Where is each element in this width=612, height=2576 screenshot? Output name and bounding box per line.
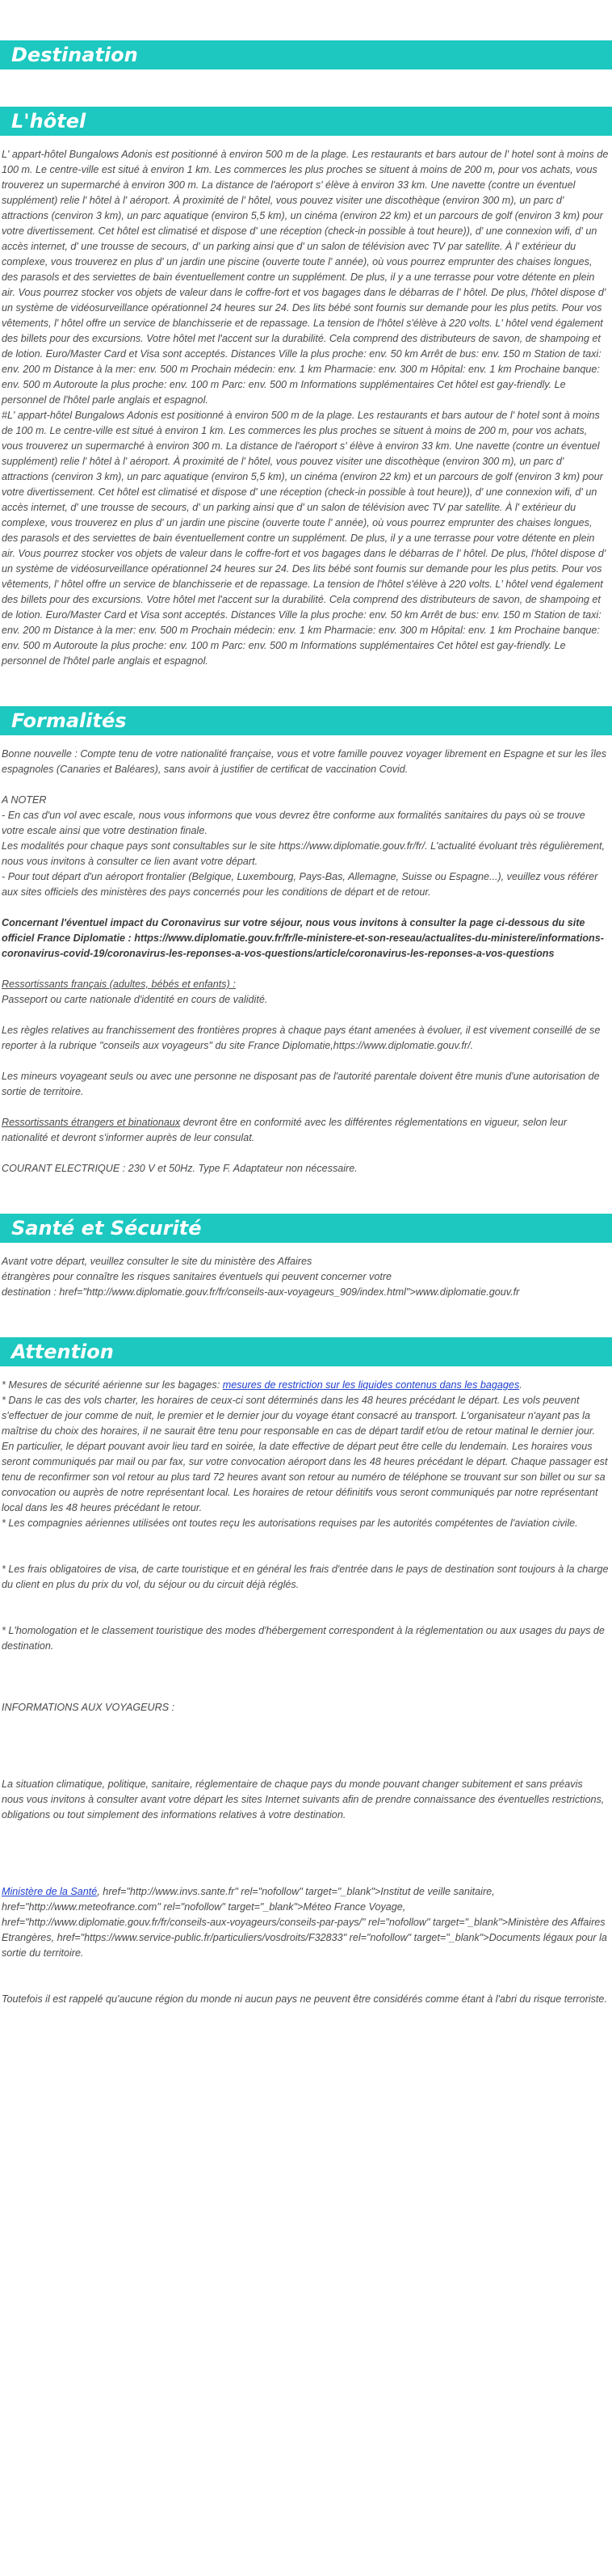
foreign-nationals-heading: Ressortissants étrangers et binationaux — [2, 1117, 181, 1128]
section-formalites — [0, 706, 612, 1176]
spacer — [0, 1100, 612, 1115]
spacer — [0, 1961, 612, 1976]
section-destination — [0, 40, 612, 69]
covid-notice: Concernant l'éventuel impact du Coronavirus sur votre séjour, nous vous invitons à consulter la page ci-dessous du site officiel France Diplomatie : https://www.diplomatie.gouv.fr/fr/le-ministere-et-son-reseau/actualites-du-ministere/informations-coronavirus-covid-19/coronavirus-les-reponses-a-vos-questions/article/coronavirus-les-reponses-a-vos-questions — [2, 917, 604, 959]
spacer — [0, 1146, 612, 1161]
hotel-header: L'hôtel — [0, 107, 612, 136]
sante-line-3: destination : href="http://www.diplomatie.gouv.fr/fr/conseils-aux-voyageurs_909/index.html">www.diplomatie.gouv.fr — [2, 1286, 520, 1298]
note-title: A NOTER — [2, 794, 47, 806]
spacer — [0, 1654, 612, 1669]
health-ministry-link[interactable]: Ministère de la Santé — [2, 1886, 98, 1897]
hotel-description: L' appart-hôtel Bungalows Adonis est positionné à environ 500 m de la plage. Les restaurants et bars autour de l' hotel sont à moins de 100 m. Le centre-ville est situé à environ 1 km. Les commerces les plus proches se situent à moins de 200 m, pour vos achats, vous trouverez un supermarché à environ 300 m. La distance de l'aéroport s' élève à environ 33 km. Une navette (contre un éventuel supplément) relie l' hôtel à l' aéroport. À proximité de l' hôtel, vous pouvez visiter une discothèque (environ 300 m), un parc d' attractions (cenviron 3 km), un parc aquatique (environ 5,5 km), un cinéma (environ 22 km) et un parcours de golf (environ 3 km) pour votre divertissement. Cet hôtel est climatisé et dispose d' une réception (check-in possible à tout heure)), d' une connexion wifi, d' un accès internet, d' une trousse de secours, d' un parking ainsi que d' un salon de télévision avec TV par satellite. À l' extérieur du complexe, vous trouverez en plus d' un jardin une piscine (ouverte toute l' année), où vous pourrez emprunter des chaises longues, des parasols et des serviettes de bain éventuellement contre un supplément. De plus, il y a une terrasse pour votre détente en plein air. Vous pourrez stocker vos objets de valeur dans le coffre-fort et vos bagages dans le débarras de l' hôtel. De plus, l'hôtel dispose d' un système de vidéosurveillance opérationnel 24 heures sur 24. Des lits bébé sont fournis sur demande pour les plus petits. Pour vos vêtements, l' hôtel offre un service de blanchisserie et de repassage. La tension de l'hôtel s'élève à 220 volts. L' hôtel vend également des billets pour des excursions. Votre hôtel met l'accent sur la durabilité. Cela comprend des distributeurs de savon, de shampoing et de lotion. Euro/Master Card et Visa sont acceptés. Distances Ville la plus proche: env. 50 km Arrêt de bus: env. 150 m Station de taxi: env. 200 m Distance à la mer: env. 500 m Prochain médecin: env. 1 km Pharmacie: env. 300 m Hôpital: env. 1 km Prochaine banque: env. 500 m Autoroute la plus proche: env. 100 m Parc: env. 500 m Informations supplémentaires Cet hôtel est gay-friendly. Le personnel de l'hôtel parle anglais et espagnol. — [2, 149, 609, 406]
section-sante — [0, 1214, 612, 1300]
border-rules-text: Les règles relatives au franchissement des frontières propres à chaque pays étant amenées à évoluer, il est vivement conseillé de se reporter à la rubrique "conseils aux voyageurs" du site France Diplomatie,https://www.diplomatie.gouv.fr/. — [2, 1025, 601, 1051]
baggage-security-suffix: . — [519, 1379, 522, 1391]
spacer — [0, 1531, 612, 1547]
note-line-1: - En cas d'un vol avec escale, nous vous informons que vous devrez être conforme aux formalités sanitaires du pays où se trouve votre escale ainsi que votre destination finale. — [2, 810, 585, 836]
spacer — [0, 962, 612, 977]
french-nationals-heading: Ressortissants français (adultes, bébés et enfants) : — [2, 979, 236, 990]
spacer — [0, 1685, 612, 1700]
spacer — [0, 1008, 612, 1023]
liquids-restriction-link[interactable]: mesures de restriction sur les liquides contenus dans les bagages — [222, 1379, 520, 1391]
spacer — [0, 900, 612, 915]
spacer — [0, 1854, 612, 1869]
foreign-nationals — [0, 1115, 612, 1146]
spacer — [0, 1715, 612, 1731]
spacer — [0, 1762, 612, 1777]
homologation: * L'homologation et le classement touristique des modes d'hébergement correspondent à la réglementation ou aux usages du pays de destination. — [2, 1625, 605, 1652]
foreign-nationals-text: devront être en conformité avec les différentes réglementations en vigueur, selon leur nationalité et devront s'informer auprès de leur consulat. — [2, 1117, 568, 1143]
note-line-2: Les modalités pour chaque pays sont consultables sur le site https://www.diplomatie.gouv.fr/fr/. L'actualité évoluant très régulièrement, nous vous invitons à consulter ce lien avant votre départ. — [2, 840, 605, 867]
spacer — [0, 777, 612, 793]
spacer — [0, 1547, 612, 1562]
baggage-security-prefix: * Mesures de sécurité aérienne sur les bagages: — [2, 1379, 223, 1391]
useful-links — [0, 1884, 612, 1961]
destination-header: Destination — [0, 40, 612, 69]
hotel-description-repeat: #L' appart-hôtel Bungalows Adonis est positionné à environ 500 m de la plage. Les restaurants et bars autour de l' hotel sont à moins de 100 m. Le centre-ville est situé à environ 1 km. Les commerces les plus proches se situent à moins de 200 m, pour vos achats, vous trouverez un supermarché à environ 300 m. La distance de l'aéroport s' élève à environ 33 km. Une navette (contre un éventuel supplément) relie l' hôtel à l' aéroport. À proximité de l' hôtel, vous pouvez visiter une discothèque (environ 300 m), un parc d' attractions (cenviron 3 km), un parc aquatique (environ 5,5 km), un cinéma (environ 22 km) et un parcours de golf (environ 3 km) pour votre divertissement. Cet hôtel est climatisé et dispose d' une réception (check-in possible à tout heure)), d' une connexion wifi, d' un accès internet, d' une trousse de secours, d' un parking ainsi que d' un salon de télévision avec TV par satellite. À l' extérieur du complexe, vous trouverez en plus d' un jardin une piscine (ouverte toute l' année), où vous pourrez emprunter des chaises longues, des parasols et des serviettes de bain éventuellement contre un supplément. De plus, il y a une terrasse pour votre détente en plein air. Vous pourrez stocker vos objets de valeur dans le coffre-fort et vos bagages dans le débarras de l' hôtel. De plus, l'hôtel dispose d' un système de vidéosurveillance opérationnel 24 heures sur 24. Des lits bébé sont fournis sur demande pour les plus petits. Pour vos vêtements, l' hôtel offre un service de blanchisserie et de repassage. La tension de l'hôtel s'élève à 220 volts. L' hôtel vend également des billets pour des excursions. Votre hôtel met l'accent sur la durabilité. Cela comprend des distributeurs de savon, de shampoing et de lotion. Euro/Master Card et Visa sont acceptés. Distances Ville la plus proche: env. 50 km Arrêt de bus: env. 150 m Station de taxi: env. 200 m Distance à la mer: env. 500 m Prochain médecin: env. 1 km Pharmacie: env. 300 m Hôpital: env. 1 km Prochaine banque: env. 500 m Autoroute la plus proche: env. 100 m Parc: env. 500 m Informations supplémentaires Cet hôtel est gay-friendly. Le personnel de l'hôtel parle anglais et espagnol. — [2, 410, 606, 667]
situation-text: La situation climatique, politique, sanitaire, réglementaire de chaque pays du monde pouvant changer subitement et sans préavis nous vous invitons à consulter avant votre départ les sites Internet suivants afin de prendre connaissance des éventuelles restrictions, obligations ou tout simplement des informations relatives à votre destination. — [2, 1778, 605, 1820]
spacer — [0, 1054, 612, 1069]
section-hotel — [0, 107, 612, 669]
french-nationals-text: Passeport ou carte nationale d'identité en cours de validité. — [2, 994, 268, 1005]
attention-header: Attention — [0, 1337, 612, 1366]
traveler-info-title: INFORMATIONS AUX VOYAGEURS : — [2, 1702, 175, 1713]
useful-links-text: , href="http://www.invs.sante.fr" rel="nofollow" target="_blank">Institut de veille sanitaire, href="http://www.meteofrance.com" rel="nofollow" target="_blank">Méteo France Voyage, href="http://www.diplomatie.gouv.fr/fr/conseils-aux-voyageurs/conseils-par-pays/" rel="nofollow" target="_blank">Ministère des Affaires Etrangères, href="https://www.service-public.fr/particuliers/vosdroits/F32833" rel="nofollow" target="_blank">Documents légaux pour la sortie du territoire. — [2, 1886, 607, 1959]
spacer — [0, 1608, 612, 1623]
airlines-authorisation: * Les compagnies aériennes utilisées ont toutes reçu les autorisations requises par les autorités compétentes de l'aviation civile. — [2, 1517, 578, 1529]
spacer — [0, 1731, 612, 1746]
terrorism-notice: Toutefois il est rappelé qu'aucune région du monde ni aucun pays ne peuvent être considérés comme étant à l'abri du risque terroriste. — [2, 1993, 607, 2005]
spacer — [0, 1593, 612, 1608]
section-attention — [0, 1337, 612, 2007]
spacer — [0, 1976, 612, 1992]
sante-line-1: Avant votre départ, veuillez consulter le site du ministère des Affaires — [2, 1256, 312, 1267]
baggage-security — [0, 1378, 612, 1393]
spacer — [0, 1746, 612, 1762]
sante-header: Santé et Sécurité — [0, 1214, 612, 1243]
note-line-3: - Pour tout départ d'un aéroport frontalier (Belgique, Luxembourg, Pays-Bas, Allemagne, Suisse ou Espagne...), veuillez vous référer aux sites officiels des ministères des pays concernés pour les conditions de départ et de retour. — [2, 871, 598, 898]
minors-text: Les mineurs voyageant seuls ou avec une personne ne disposant pas de l'autorité parentale doivent être munis d'une autorisation de sortie de territoire. — [2, 1071, 600, 1097]
spacer — [0, 1823, 612, 1838]
spacer — [0, 1669, 612, 1685]
formalites-header: Formalités — [0, 706, 612, 735]
sante-line-2: étrangères pour connaître les risques sanitaires éventuels qui peuvent concerner votre — [2, 1271, 392, 1282]
spacer — [0, 1869, 612, 1884]
charter-schedules: * Dans le cas des vols charter, les horaires de ceux-ci sont déterminés dans les 48 heures précédant le départ. Les vols peuvent s'effectuer de jour comme de nuit, le premier et le dernier jour du voyage étant consacré au transport. L'organisateur n'ayant pas la maîtrise du choix des horaires, il ne saurait être tenu pour responsable en cas de départ tardif et/ou de retour matinal le dernier jour. En particulier, le départ pouvant avoir lieu tard en soirée, la date effective de départ peut être celle du lendemain. Les horaires vous seront communiqués par mail ou par fax, sur votre convocation aéroport dans les 48 heures précédant le départ. Chaque passager est tenu de reconfirmer son vol retour au plus tard 72 heures avant son retour au numéro de téléphone se trouvant sur son billet ou sur sa convocation ou auprès de notre représentant local. Les horaires de retour définitifs vous seront communiqués par notre représentant local dans les 48 heures précédant le retour. — [2, 1395, 608, 1513]
power-info: COURANT ELECTRIQUE : 230 V et 50Hz. Type F. Adaptateur non nécessaire. — [2, 1163, 358, 1174]
page — [0, 40, 612, 2039]
formalites-intro: Bonne nouvelle : Compte tenu de votre nationalité française, vous et votre famille pouvez voyager librement en Espagne et sur les îles espagnoles (Canaries et Baléares), sans avoir à justifier de certificat de vaccination Covid. — [2, 748, 607, 775]
mandatory-fees: * Les frais obligatoires de visa, de carte touristique et en général les frais d'entrée dans le pays de destination sont toujours à la charge du client en plus du prix du vol, du séjour ou du circuit déjà réglés. — [2, 1564, 609, 1590]
spacer — [0, 1838, 612, 1854]
